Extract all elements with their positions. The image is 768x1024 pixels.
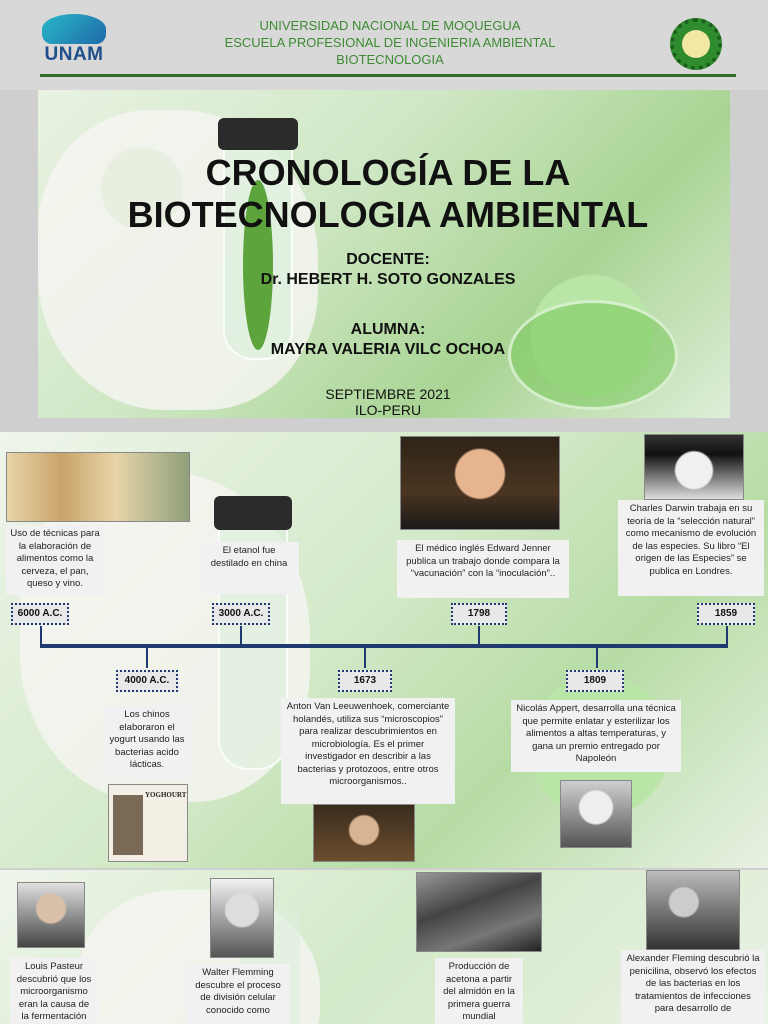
- note-1673: Anton Van Leeuwenhoek, comerciante holandés, utiliza sus “microscopios” para realizar descubrimientos en microbiología. Es el primer investigador en describir a las bacterias y protozoos, entre otros microorganismos..: [281, 698, 455, 804]
- egyptian-brewing-image: [6, 452, 190, 522]
- header-text: [130, 17, 650, 68]
- timeline-tick: [596, 646, 598, 668]
- vial-cap: [218, 118, 298, 150]
- timeline-tick: [364, 646, 366, 668]
- alumna-block: [138, 320, 638, 360]
- edward-jenner-portrait: [400, 436, 560, 530]
- cover-title: [98, 152, 678, 236]
- alumna-label: ALUMNA:: [350, 321, 426, 338]
- yoghourt-label: YOGHOURT: [145, 791, 187, 799]
- alexander-fleming-portrait: [646, 870, 740, 950]
- date-block: [138, 386, 638, 418]
- date-1859: 1859: [697, 603, 755, 625]
- header: [0, 0, 768, 90]
- nicolas-appert-portrait: [560, 780, 632, 848]
- louis-pasteur-portrait: [17, 882, 85, 948]
- engineering-seal-icon: [670, 18, 722, 70]
- date-1809: 1809: [566, 670, 624, 692]
- school-name: ESCUELA PROFESIONAL DE INGENIERIA AMBIENTAL: [224, 35, 556, 50]
- university-name: UNIVERSIDAD NACIONAL DE MOQUEGUA: [259, 18, 521, 33]
- vial-image: [218, 500, 288, 770]
- cover-title-line1: CRONOLOGÍA DE LA: [205, 152, 571, 193]
- timeline-slide: [0, 432, 768, 868]
- cover-slide: [38, 90, 730, 418]
- date-6000ac: 6000 A.C.: [11, 603, 69, 625]
- timeline-tick: [40, 626, 42, 646]
- timeline-tick: [726, 626, 728, 646]
- alumna-name: MAYRA VALERIA VILC OCHOA: [270, 341, 506, 358]
- timeline-tick: [478, 626, 480, 646]
- date-3000ac: 3000 A.C.: [212, 603, 270, 625]
- docente-name: Dr. HEBERT H. SOTO GONZALES: [260, 271, 516, 288]
- cover-date: SEPTIEMBRE 2021: [325, 386, 451, 402]
- header-divider: [40, 74, 736, 77]
- note-4000ac: Los chinos elaboraron el yogurt usando las bacterias acido lácticas.: [103, 706, 191, 778]
- course-name: BIOTECNOLOGIA: [336, 52, 444, 67]
- timeline-slide-2: [0, 870, 768, 1024]
- date-1798: 1798: [451, 603, 507, 625]
- docente-label: DOCENTE:: [346, 251, 430, 268]
- leeuwenhoek-portrait: [313, 804, 415, 862]
- date-4000ac: 4000 A.C.: [116, 670, 178, 692]
- note-1798: El médico inglés Edward Jenner publica un trabajo donde compara la “vacunación” con la “inoculación”..: [397, 540, 569, 598]
- note-1859: Charles Darwin trabaja en su teoría de la “selección natural” como mecanismo de evolución de las especies. Su libro “El origen de las Especies” se publica en Londres.: [618, 500, 764, 596]
- note-fleming: Alexander Fleming descubrió la penicilina, observó los efectos de las bacterias en los tratamientos de infecciones para desarrollo de: [621, 950, 765, 1024]
- wwi-soldiers-image: [416, 872, 542, 952]
- note-3000ac: El etanol fue destilado en china: [199, 542, 299, 594]
- docente-block: [138, 250, 638, 290]
- note-acetone: Producción de acetona a partir del almidón en la primera guerra mundial: [435, 958, 523, 1024]
- timeline-tick: [240, 626, 242, 646]
- note-flemming: Walter Flemming descubre el proceso de división celular conocido como: [186, 964, 290, 1024]
- date-1673: 1673: [338, 670, 392, 692]
- cover-place: ILO-PERU: [354, 402, 422, 418]
- unam-logo-text: UNAM: [44, 44, 104, 65]
- cover-title-line2: BIOTECNOLOGIA AMBIENTAL: [127, 194, 649, 235]
- charles-darwin-portrait: [644, 434, 744, 500]
- timeline-axis: [40, 644, 728, 648]
- timeline-tick: [146, 646, 148, 668]
- yoghourt-poster-image: [108, 784, 188, 862]
- note-6000ac: Uso de técnicas para la elaboración de alimentos como la cerveza, el pan, queso y vino.: [6, 525, 104, 595]
- note-pasteur: Louis Pasteur descubrió que los microorganismo eran la causa de la fermentación: [10, 958, 98, 1024]
- unam-logo: [38, 14, 110, 66]
- note-1809: Nicolás Appert, desarrolla una técnica que permite enlatar y esterilizar los alimentos a altas temperaturas, y gana un premio entregado por Napoleón: [511, 700, 681, 772]
- unam-logo-mark: [42, 14, 106, 44]
- walter-flemming-portrait: [210, 878, 274, 958]
- vial-cap: [214, 496, 292, 530]
